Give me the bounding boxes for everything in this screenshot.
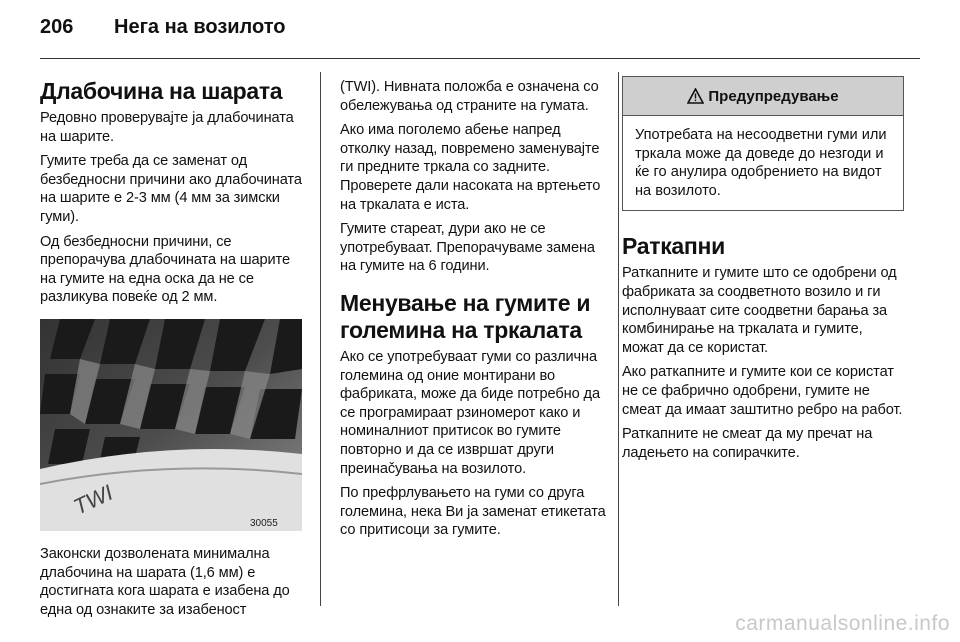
column-divider-2 bbox=[618, 72, 619, 606]
paragraph: Ако раткапните и гумите кои се користат не се фабрично одобрени, гумите не смеат да имаат заштитно ребро на работ. bbox=[622, 364, 903, 418]
column-2 bbox=[340, 78, 608, 546]
column-3 bbox=[622, 76, 904, 468]
column-divider-1 bbox=[320, 72, 321, 606]
warning-text: Употребата на несоодветни гуми или тркала може да доведе до незгоди и ќе го анулира одобрението на видот на возилото. bbox=[635, 127, 887, 199]
warning-title: Предупредување bbox=[708, 87, 839, 105]
watermark: carmanualsonline.info bbox=[735, 612, 950, 635]
paragraph: По префрлувањето на гуми со друга големина, нека Ви ја заменат етикетата со притисоци за гумите. bbox=[340, 485, 606, 539]
warning-header bbox=[623, 77, 903, 116]
heading-changing-tyres: Менување на гумите и големина на тркалата bbox=[340, 289, 591, 343]
section-title: Нега на возилото bbox=[114, 16, 286, 38]
page-number: 206 bbox=[40, 16, 74, 38]
paragraph: Раткапните и гумите што се одобрени од фабриката за соодветното возило и ги исполнуваат сите соодветни барања за комбинирање на тркалата и гумите, можат да се користат. bbox=[622, 265, 897, 356]
heading-hubcaps: Раткапни bbox=[622, 233, 725, 260]
paragraph: Ако се употребуваат гуми со различна големина од оние монтирани во фабриката, може да биде потребно да се програмираат рзиномерот како и номиналниот притисок во гумите повторно и да се извршат други преинačувања на возилото. bbox=[340, 348, 600, 477]
warning-box bbox=[622, 76, 904, 211]
header-divider bbox=[40, 58, 920, 59]
figure-number: 30055 bbox=[250, 517, 278, 529]
paragraph: (TWI). Нивната положба е означена со обележувања од страните на гумата. bbox=[340, 79, 599, 114]
paragraph: Ако има поголемо абење напред отколку назад, повремено заменувајте ги предните тркала со задните. Проверете дали насоката на вртењето на тркалата е иста. bbox=[340, 122, 601, 213]
warning-triangle-icon bbox=[687, 88, 704, 104]
heading-tread-depth: Длабочина на шарата bbox=[40, 78, 283, 104]
column-1 bbox=[40, 78, 302, 625]
twi-label: TWI bbox=[69, 479, 117, 520]
paragraph: Раткапните не смеат да му пречат на ладењето на сопирачките. bbox=[622, 426, 873, 461]
paragraph: Законски дозволената минимална длабочина на шарата (1,6 мм) е достигната кога шарата е изабена до една од ознаките за изабеност bbox=[40, 545, 290, 618]
paragraph: Редовно проверувајте ја длабочината на шарите. bbox=[40, 110, 294, 145]
paragraph: Од безбедносни причини, се препорачува длабочината на шарите на гумите на една оска да не се разликува повеќе од 2 мм. bbox=[40, 233, 290, 306]
paragraph: Гумите треба да се заменат од безбедносни причини ако длабочината на шарите е 2-3 мм (4 мм за зимски гуми). bbox=[40, 153, 302, 225]
paragraph: Гумите стареат, дури ако не се употребуваат. Препорачуваме замена на гумите на 6 години. bbox=[340, 221, 595, 275]
tire-tread-image bbox=[40, 319, 302, 531]
